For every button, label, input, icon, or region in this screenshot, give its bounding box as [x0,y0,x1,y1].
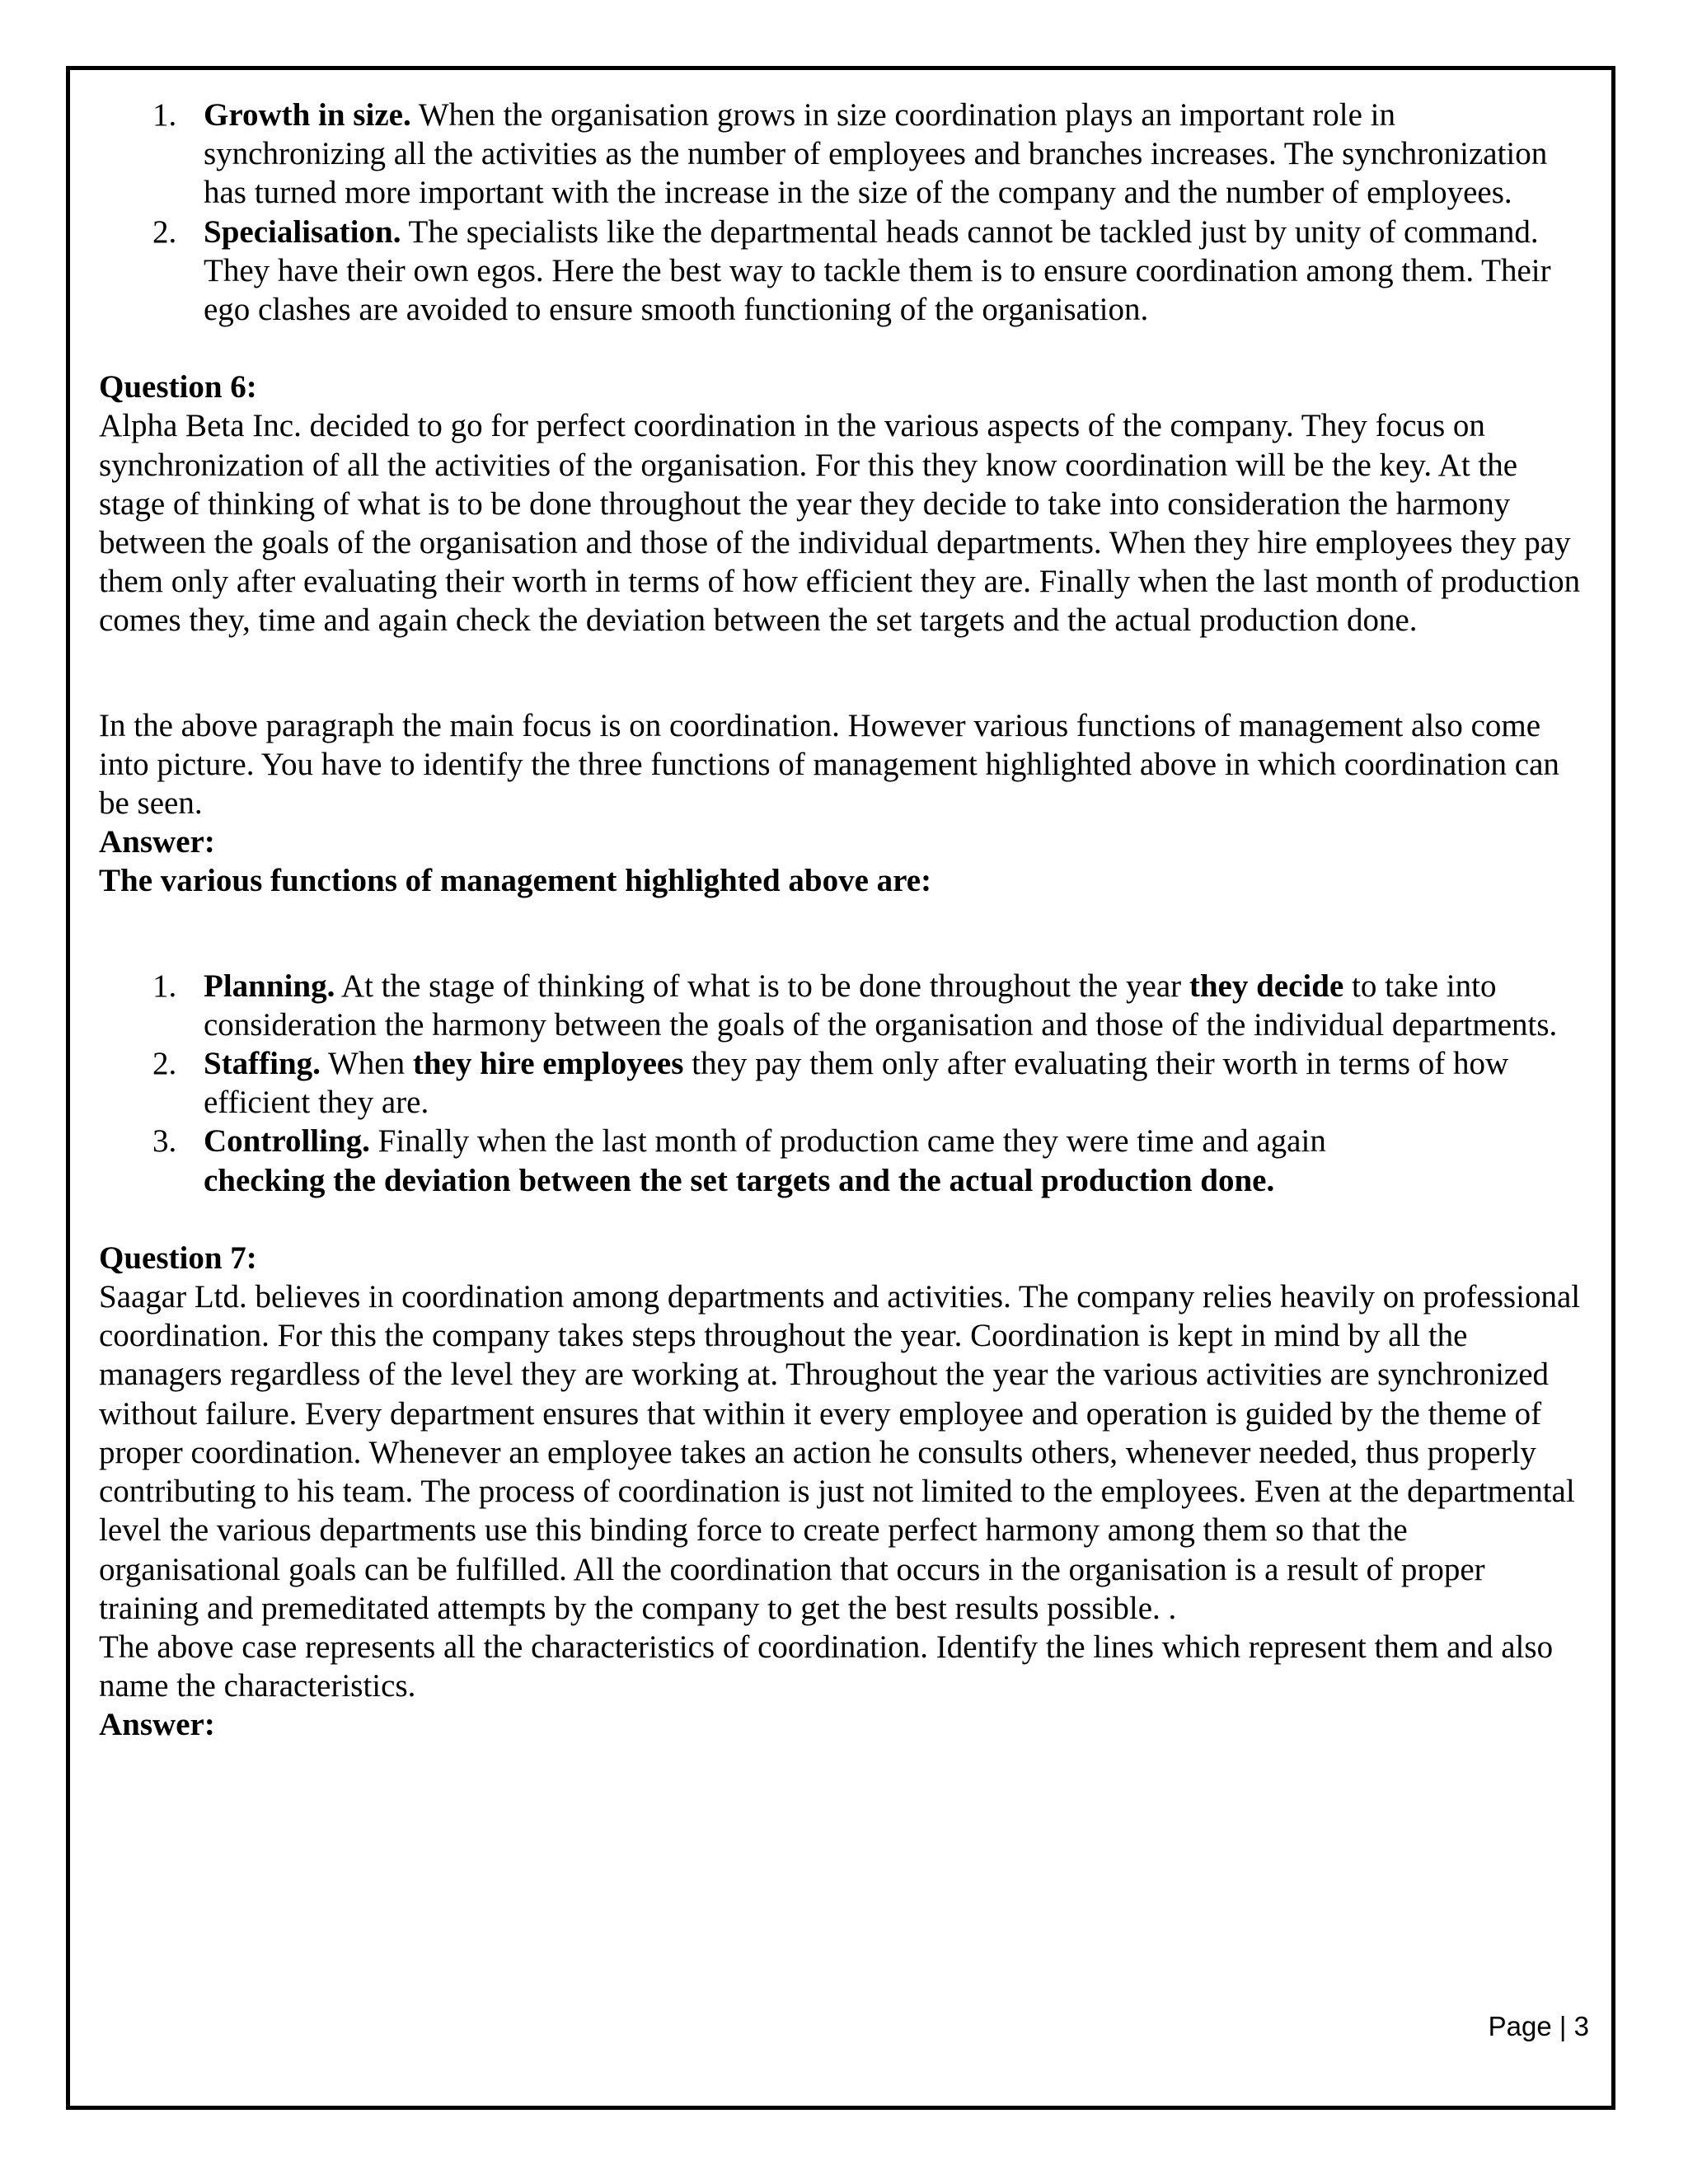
question-6-prompt: In the above paragraph the main focus is on coordination. However various functions of management also come into picture. You have to identify the three functions of management highlighted above in which coordination can be seen. [99,707,1559,822]
list-number: 2. [152,213,177,250]
answer-label: Answer: [99,1707,215,1743]
list-number: 1. [152,97,177,133]
numbered-list-functions [99,967,1582,1200]
list-item-text: When the organisation grows in size coordination plays an important role in synchronizing all the activities as the number of employees and branches increases. The synchronization has turned more important with the increase in the size of the company and the number of employees. [204,97,1548,211]
page-number: Page | 3 [1488,2011,1589,2041]
answer-label: Answer: [99,824,215,860]
numbered-list-importance [99,96,1582,329]
list-item-title: Controlling. [204,1123,370,1160]
list-item-text: The specialists like the departmental heads cannot be tackled just by unity of command. They have their own egos. Here the best way to tackle them is to ensure coordination among them. Their ego clashes are avoided to ensure smooth functioning of the organisation. [204,213,1551,328]
question-7-prompt: The above case represents all the characteristics of coordination. Identify the lines which represent them and also name the characteristics. [99,1629,1554,1704]
list-number: 2. [152,1046,177,1082]
list-number: 1. [152,968,177,1004]
list-item [99,96,1582,213]
answer-intro: The various functions of management highlighted above are: [99,863,932,899]
list-item: 3. Controlling. Finally when the last month of production came they were time and again checking the deviation between the set targets and the actual production done. [152,1123,1326,1198]
question-7-paragraph: Saagar Ltd. believes in coordination among departments and activities. The company relies heavily on professional coordination. For this the company takes steps throughout the year. Coordination is kept in mind by all the managers regardless of the level they are working at. Throughout the year the various activities are synchronized without failure. Every department ensures that within it every employee and operation is guided by the theme of proper coordination. Whenever an employee takes an action he consults others, whenever needed, thus properly contributing to his team. The process of coordination is just not limited to the employees. Even at the departmental level the various departments use this binding force to create perfect harmony among them so that the organisational goals can be fulfilled. All the coordination that occurs in the organisation is a result of proper training and premeditated attempts by the company to get the best results possible. . [99,1279,1581,1626]
list-item-title: Growth in size. [204,97,411,133]
question-6-heading: Question 6: [99,369,257,405]
list-item: 2. Staffing. When they hire employees they pay them only after evaluating their worth in terms of how efficient they are. [152,1046,1509,1121]
list-item [99,213,1582,330]
page-content [99,96,1582,1745]
question-6-paragraph: Alpha Beta Inc. decided to go for perfect coordination in the various aspects of the company. They focus on synchronization of all the activities of the organisation. For this they know coordination will be the key. At the stage of thinking of what is to be done throughout the year they decide to take into consideration the harmony between the goals of the organisation and those of the individual departments. When they hire employees they pay them only after evaluating their worth in terms of how efficient they are. Finally when the last month of production comes they, time and again check the deviation between the set targets and the actual production done. [99,408,1581,639]
list-number: 3. [152,1123,177,1160]
list-item-title: Planning. [204,968,335,1004]
question-7-heading: Question 7: [99,1240,257,1276]
list-item-title: Staffing. [204,1046,321,1082]
list-item: 1. Planning. At the stage of thinking of what is to be done throughout the year they decide to take into consideration the harmony between the goals of the organisation and those of the individual departments. [152,968,1558,1043]
list-item-title: Specialisation. [204,213,401,250]
